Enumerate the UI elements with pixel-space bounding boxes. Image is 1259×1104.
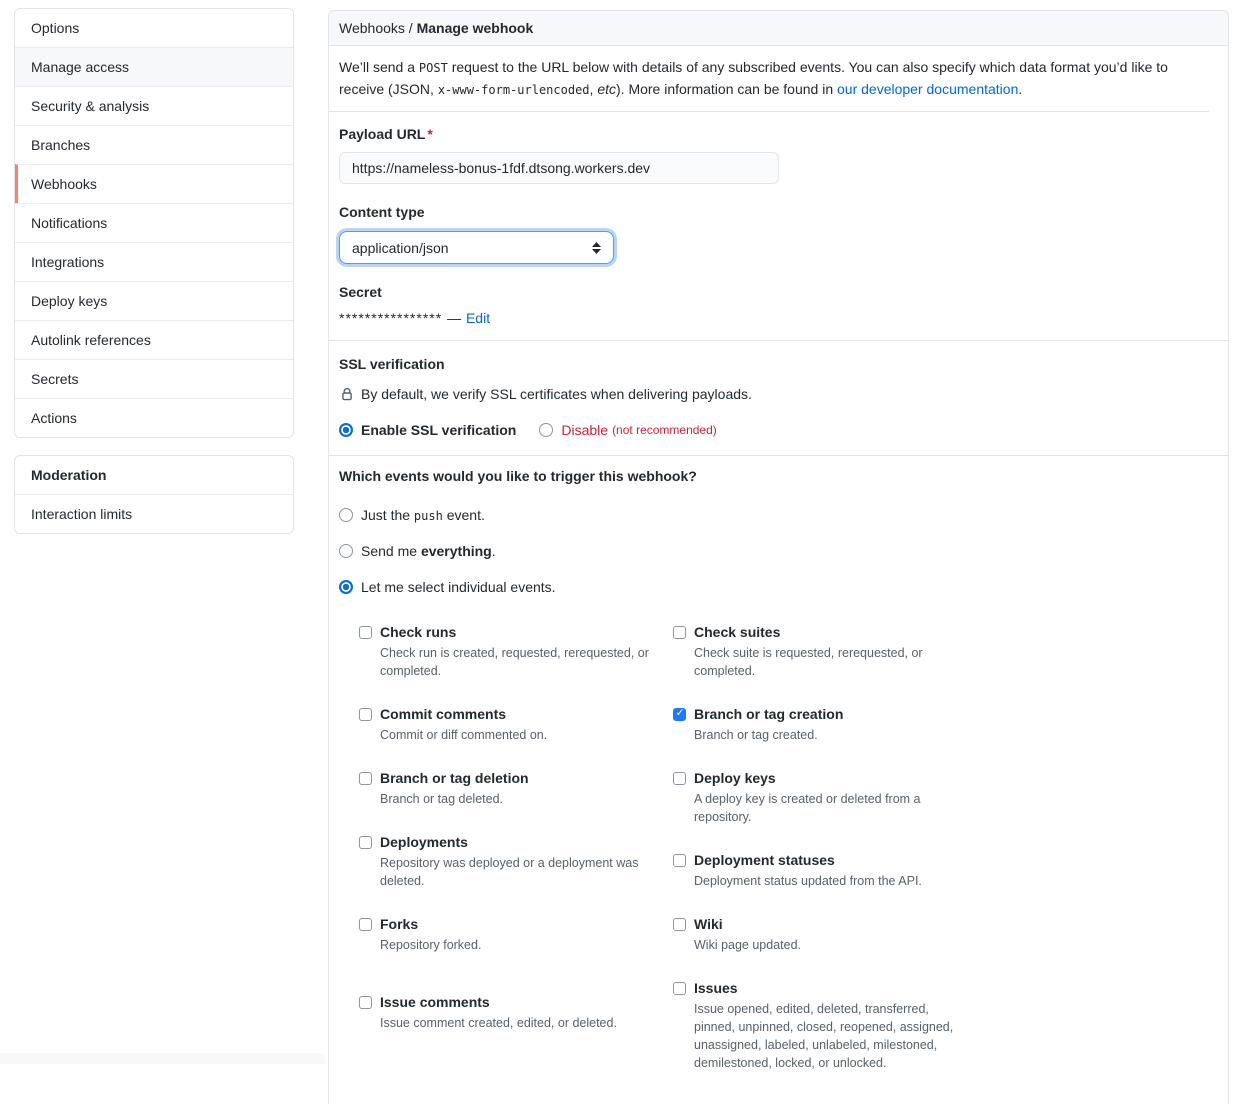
- forks-checkbox[interactable]: [359, 918, 372, 931]
- intro-text: request to the URL below with details of any subscribed events. You can also specify which data format you’d like to receive (JSON,: [339, 59, 1168, 97]
- sidebar-item-integrations[interactable]: Integrations: [15, 242, 293, 281]
- event-column-left: [359, 622, 659, 1096]
- intro-text: We’ll send a: [339, 59, 419, 75]
- developer-documentation-link[interactable]: our developer documentation: [837, 81, 1018, 97]
- check-runs-checkbox[interactable]: [359, 626, 372, 639]
- event-item-branch-tag-deletion: [359, 768, 659, 808]
- event-label[interactable]: Deploy keys: [694, 768, 776, 788]
- secret-masked-value: ****************: [339, 310, 442, 326]
- wiki-checkbox[interactable]: [673, 918, 686, 931]
- payload-url-label-text: Payload URL: [339, 126, 425, 142]
- event-description: Repository forked.: [380, 936, 652, 954]
- enable-ssl-label[interactable]: Enable SSL verification: [361, 422, 516, 438]
- deployments-checkbox[interactable]: [359, 836, 372, 849]
- ssl-radio-row: [339, 422, 1218, 438]
- sidebar-item-branches[interactable]: Branches: [15, 125, 293, 164]
- just-push-label[interactable]: [361, 507, 485, 523]
- ssl-note-row: [339, 386, 1218, 402]
- event-label[interactable]: Commit comments: [380, 704, 506, 724]
- webhook-intro-text: [329, 46, 1209, 112]
- event-item-wiki: [673, 914, 973, 954]
- payload-url-input[interactable]: [339, 152, 779, 184]
- select-arrows-icon: [592, 242, 601, 254]
- etc-italic: etc: [597, 81, 616, 97]
- breadcrumb-separator: /: [405, 20, 417, 36]
- post-code: POST: [419, 61, 448, 75]
- send-everything-radio-row: [339, 543, 1218, 559]
- event-item-branch-tag-creation: [673, 704, 973, 744]
- events-section: [329, 456, 1228, 1104]
- event-item-commit-comments: [359, 704, 659, 744]
- sidebar-item-actions[interactable]: Actions: [15, 398, 293, 437]
- secret-value-row: [339, 310, 1218, 326]
- event-label[interactable]: Check suites: [694, 622, 780, 642]
- sidebar-item-secrets[interactable]: Secrets: [15, 359, 293, 398]
- settings-nav-box: [14, 8, 294, 438]
- event-description: Wiki page updated.: [694, 936, 966, 954]
- moderation-section-header: Moderation: [15, 456, 293, 494]
- manage-webhook-panel: [328, 10, 1229, 1104]
- send-everything-radio[interactable]: [339, 544, 353, 558]
- event-item-deployment-statuses: [673, 850, 973, 890]
- event-description: Check suite is requested, rerequested, or completed.: [694, 644, 966, 680]
- event-description: A deploy key is created or deleted from a repository.: [694, 790, 966, 826]
- event-item-check-suites: [673, 622, 973, 680]
- label-text: .: [492, 543, 496, 559]
- event-description: Branch or tag created.: [694, 726, 966, 744]
- event-item-forks: [359, 914, 659, 954]
- select-individual-label[interactable]: Let me select individual events.: [361, 579, 556, 595]
- event-item-deployments: [359, 832, 659, 890]
- event-checkbox-grid: [339, 622, 1218, 1104]
- check-suites-checkbox[interactable]: [673, 626, 686, 639]
- event-label[interactable]: Deployments: [380, 832, 468, 852]
- commit-comments-checkbox[interactable]: [359, 708, 372, 721]
- sidebar-item-autolink-references[interactable]: Autolink references: [15, 320, 293, 359]
- event-column-right: [673, 622, 973, 1096]
- sidebar-item-options[interactable]: Options: [15, 9, 293, 47]
- event-description: Branch or tag deleted.: [380, 790, 652, 808]
- page-title: Manage webhook: [417, 20, 534, 36]
- event-description: Commit or diff commented on.: [380, 726, 652, 744]
- event-label[interactable]: Deployment statuses: [694, 850, 835, 870]
- events-question-heading: Which events would you like to trigger this webhook?: [339, 456, 1218, 487]
- event-description: Issue opened, edited, deleted, transferred, pinned, unpinned, closed, reopened, assigned, unassigned, labeled, unlabeled, milestoned, demilestoned, locked, or unlocked.: [694, 1000, 966, 1072]
- sidebar-item-interaction-limits[interactable]: Interaction limits: [15, 494, 293, 533]
- disable-ssl-note: (not recommended): [612, 423, 717, 437]
- breadcrumb-webhooks-link[interactable]: Webhooks: [339, 20, 405, 36]
- label-text: Send me: [361, 543, 421, 559]
- deploy-keys-checkbox[interactable]: [673, 772, 686, 785]
- moderation-nav-box: [14, 455, 294, 534]
- intro-text: ,: [590, 81, 598, 97]
- webhook-form-section: [329, 112, 1228, 341]
- secret-edit-link[interactable]: Edit: [466, 310, 490, 326]
- select-individual-radio[interactable]: [339, 580, 353, 594]
- label-text: event.: [443, 507, 485, 523]
- event-label[interactable]: Issues: [694, 978, 738, 998]
- event-label[interactable]: Forks: [380, 914, 418, 934]
- send-everything-label[interactable]: [361, 543, 496, 559]
- event-item-issues: [673, 978, 973, 1072]
- secret-dash: —: [447, 310, 461, 326]
- label-text: Just the: [361, 507, 414, 523]
- urlencoded-code: x-www-form-urlencoded: [438, 83, 590, 97]
- settings-sidebar: [14, 8, 294, 534]
- content-type-label: Content type: [339, 202, 1218, 223]
- content-type-selected-value: application/json: [352, 240, 449, 256]
- everything-bold: everything: [421, 543, 492, 559]
- just-push-radio-row: [339, 507, 1218, 523]
- event-label[interactable]: Branch or tag deletion: [380, 768, 529, 788]
- event-item-issue-comments: [359, 992, 659, 1032]
- just-push-radio[interactable]: [339, 508, 353, 522]
- ssl-verification-section: [329, 341, 1228, 456]
- sidebar-item-webhooks[interactable]: Webhooks: [15, 164, 293, 203]
- intro-text: .: [1018, 81, 1022, 97]
- required-asterisk: *: [427, 126, 432, 142]
- deployment-statuses-checkbox[interactable]: [673, 854, 686, 867]
- branch-tag-deletion-checkbox[interactable]: [359, 772, 372, 785]
- payload-url-label: [339, 112, 1218, 145]
- issues-checkbox[interactable]: [673, 982, 686, 995]
- ssl-note-text: By default, we verify SSL certificates when delivering payloads.: [361, 386, 752, 402]
- sidebar-item-notifications[interactable]: Notifications: [15, 203, 293, 242]
- event-description: Check run is created, requested, rerequested, or completed.: [380, 644, 652, 680]
- event-description: Deployment status updated from the API.: [694, 872, 966, 890]
- enable-ssl-radio[interactable]: [339, 423, 353, 437]
- sidebar-item-security-analysis[interactable]: Security & analysis: [15, 86, 293, 125]
- bottom-partial-panel: [0, 1053, 326, 1064]
- panel-header: [329, 11, 1228, 46]
- disable-ssl-label[interactable]: Disable: [561, 422, 608, 438]
- event-label[interactable]: Branch or tag creation: [694, 704, 843, 724]
- sidebar-item-deploy-keys[interactable]: Deploy keys: [15, 281, 293, 320]
- issue-comments-checkbox[interactable]: [359, 996, 372, 1009]
- sidebar-item-manage-access[interactable]: Manage access: [15, 47, 293, 86]
- disable-ssl-radio[interactable]: [539, 423, 553, 437]
- lock-icon: [339, 386, 355, 402]
- branch-tag-creation-checkbox[interactable]: [673, 708, 686, 721]
- event-item-deploy-keys: [673, 768, 973, 826]
- push-code: push: [414, 509, 443, 523]
- ssl-verification-heading: SSL verification: [339, 341, 1218, 375]
- select-individual-radio-row: [339, 579, 1218, 595]
- event-label[interactable]: Wiki: [694, 914, 723, 934]
- event-description: Issue comment created, edited, or deleted.: [380, 1014, 652, 1032]
- intro-text: ). More information can be found in: [616, 81, 837, 97]
- event-description: Repository was deployed or a deployment was deleted.: [380, 854, 652, 890]
- event-item-check-runs: [359, 622, 659, 680]
- content-type-select[interactable]: [339, 231, 614, 264]
- event-label[interactable]: Issue comments: [380, 992, 490, 1012]
- secret-label: Secret: [339, 282, 1218, 303]
- event-label[interactable]: Check runs: [380, 622, 456, 642]
